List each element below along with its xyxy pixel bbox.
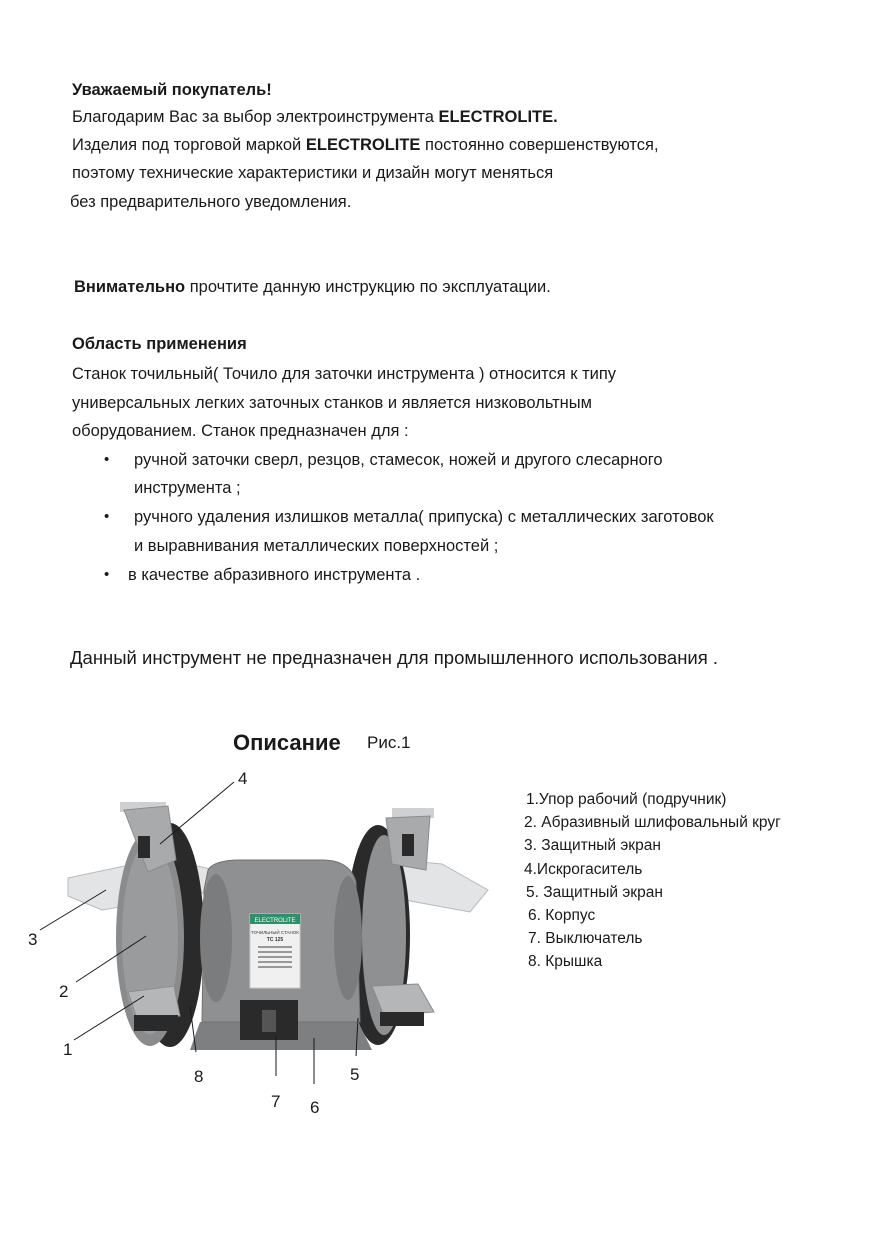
plate-brand: ELECTROLITE xyxy=(254,918,296,924)
right-motor-cap xyxy=(334,876,362,1000)
bullet-text: ручного удаления излишков металла( припуска) с металлических заготовок xyxy=(134,508,714,526)
thanks-text: Благодарим Вас за выбор электроинструмента xyxy=(72,108,434,126)
bullet-text-cont: и выравнивания металлических поверхностей ; xyxy=(134,537,499,555)
left-motor-cap xyxy=(200,874,232,1002)
callout-number: 3 xyxy=(28,930,38,949)
callout-number: 6 xyxy=(310,1098,320,1117)
legend-item: 1.Упор рабочий (подручник) xyxy=(526,791,727,808)
legend-item: 7. Выключатель xyxy=(528,930,643,947)
bullet-text-cont: инструмента ; xyxy=(134,479,241,497)
brand-name: ELECTROLITE. xyxy=(438,108,558,126)
bullet-marker: • xyxy=(104,508,110,525)
intro-line-4: без предварительного уведомления. xyxy=(70,193,352,211)
scope-line: универсальных легких заточных станков и является низковольтным xyxy=(72,394,592,412)
scope-heading: Область применения xyxy=(72,335,247,353)
legend-item: 5. Защитный экран xyxy=(526,884,663,901)
products-line xyxy=(72,135,659,155)
products-suffix: постоянно совершенствуются, xyxy=(425,136,659,154)
figure-label: Рис.1 xyxy=(367,733,411,752)
notice-text: Данный инструмент не предназначен для промышленного использования . xyxy=(70,647,719,668)
label-plate xyxy=(250,914,300,988)
bench-grinder-figure xyxy=(0,760,520,1120)
greeting: Уважаемый покупатель! xyxy=(72,81,272,99)
callout-number: 2 xyxy=(59,982,69,1001)
callout-number: 1 xyxy=(63,1040,73,1059)
bullet-marker: • xyxy=(104,566,110,583)
attention-text: прочтите данную инструкцию по эксплуатации. xyxy=(189,278,551,296)
legend-item: 2. Абразивный шлифовальный круг xyxy=(524,814,781,831)
bullet-text: ручной заточки сверл, резцов, стамесок, ножей и другого слесарного xyxy=(134,451,663,469)
legend-item: 3. Защитный экран xyxy=(524,837,661,854)
bullet-marker: • xyxy=(104,451,110,468)
legend-item: 4.Искрогаситель xyxy=(524,861,643,878)
attention-bold: Внимательно xyxy=(74,278,186,296)
scope-line: оборудованием. Станок предназначен для : xyxy=(72,422,409,440)
legend-item: 8. Крышка xyxy=(528,953,603,970)
plate-model: ТС 125 xyxy=(266,937,284,943)
right-rest-base xyxy=(380,1012,424,1026)
description-title: Описание xyxy=(233,730,341,755)
brand-name: ELECTROLITE xyxy=(305,136,421,154)
bullet-text: в качестве абразивного инструмента . xyxy=(128,566,421,584)
power-switch xyxy=(262,1010,276,1032)
scope-line: Станок точильный( Точило для заточки инструмента ) относится к типу xyxy=(72,365,617,383)
attention-line xyxy=(74,277,551,297)
callout-number: 7 xyxy=(271,1092,281,1111)
left-rest-base xyxy=(134,1015,178,1031)
callout-number: 4 xyxy=(238,769,248,788)
right-bracket-slot xyxy=(402,834,414,856)
thanks-line xyxy=(72,107,558,127)
plate-title: ТОЧИЛЬНЫЙ СТАНОК xyxy=(251,930,299,935)
legend-item: 6. Корпус xyxy=(528,907,596,924)
left-bracket-slot xyxy=(138,836,150,858)
callout-number: 5 xyxy=(350,1065,360,1084)
callout-number: 8 xyxy=(194,1067,204,1086)
products-text: Изделия под торговой маркой xyxy=(72,136,302,154)
intro-line-3: поэтому технические характеристики и дизайн могут меняться xyxy=(72,164,554,182)
